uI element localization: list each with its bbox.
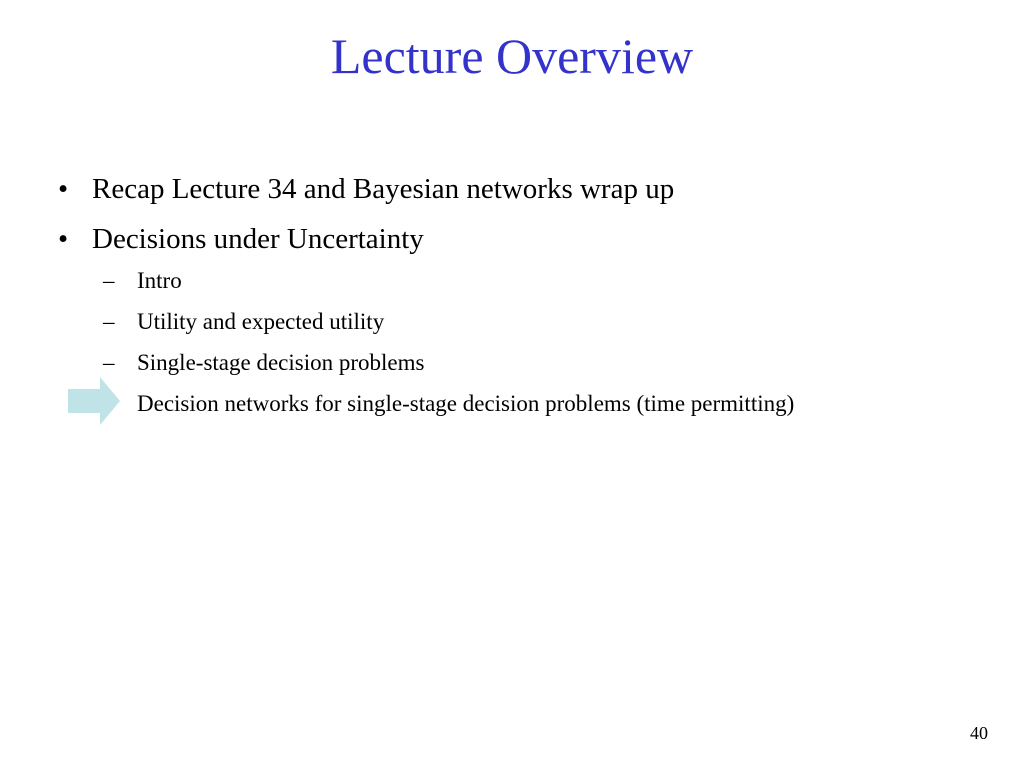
sub-bullet-marker: – bbox=[103, 268, 115, 293]
sub-bullet-item-current bbox=[103, 390, 794, 418]
slide-title: Lecture Overview bbox=[330, 28, 694, 84]
bullet-item bbox=[58, 171, 674, 207]
bullet-marker: • bbox=[58, 173, 69, 205]
sub-bullet-item bbox=[103, 267, 182, 295]
bullet-text: Recap Lecture 34 and Bayesian networks wrap up bbox=[92, 173, 675, 205]
sub-bullet-item bbox=[103, 308, 384, 336]
right-arrow-icon bbox=[68, 377, 120, 425]
sub-bullet-marker: – bbox=[103, 350, 115, 375]
sub-bullet-text: Intro bbox=[137, 268, 182, 293]
sub-bullet-text: Utility and expected utility bbox=[137, 309, 385, 334]
bullet-marker: • bbox=[58, 223, 69, 255]
bullet-item bbox=[58, 221, 424, 257]
page-number: 40 bbox=[970, 723, 988, 743]
sub-bullet-text: Decision networks for single-stage decision problems (time permitting) bbox=[137, 391, 795, 416]
bullet-text: Decisions under Uncertainty bbox=[92, 223, 424, 255]
sub-bullet-marker: – bbox=[103, 309, 115, 334]
sub-bullet-item bbox=[103, 349, 424, 377]
sub-bullet-text: Single-stage decision problems bbox=[137, 350, 425, 375]
